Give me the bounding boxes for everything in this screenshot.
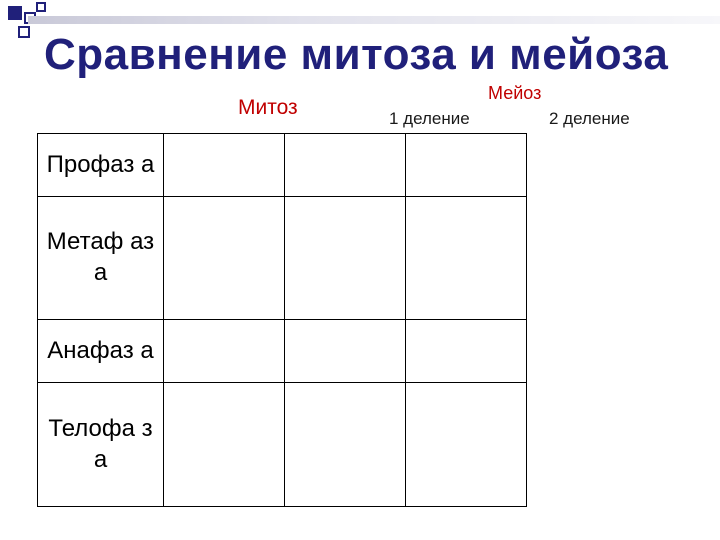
table-row	[38, 320, 527, 383]
table-cell	[164, 134, 285, 197]
table-cell	[285, 320, 406, 383]
table-row	[38, 383, 527, 507]
table-cell	[164, 196, 285, 320]
title-accent-bar	[28, 16, 720, 24]
page-title: Сравнение митоза и мейоза	[44, 30, 669, 79]
row-label-anaphase: Анафаз а	[38, 320, 164, 383]
table-cell	[285, 196, 406, 320]
table-cell	[164, 320, 285, 383]
comparison-table	[37, 133, 518, 507]
row-label-metaphase: Метаф аза	[38, 196, 164, 320]
table-cell	[406, 196, 527, 320]
table-cell	[406, 320, 527, 383]
table-cell	[285, 134, 406, 197]
decor-square-icon	[18, 26, 30, 38]
row-label-prophase: Профаз а	[38, 134, 164, 197]
column-header-division-2: 2 деление	[549, 109, 630, 128]
table-cell	[406, 134, 527, 197]
column-header-division-1: 1 деление	[389, 109, 470, 128]
table-cell	[406, 383, 527, 507]
table-row	[38, 134, 527, 197]
column-header-meiosis: Мейоз	[488, 83, 542, 103]
table-cell	[164, 383, 285, 507]
table-row	[38, 196, 527, 320]
table-cell	[285, 383, 406, 507]
column-header-mitosis: Митоз	[238, 96, 298, 119]
row-label-telophase: Телофа за	[38, 383, 164, 507]
decor-square-icon	[8, 6, 22, 20]
decor-square-icon	[36, 2, 46, 12]
